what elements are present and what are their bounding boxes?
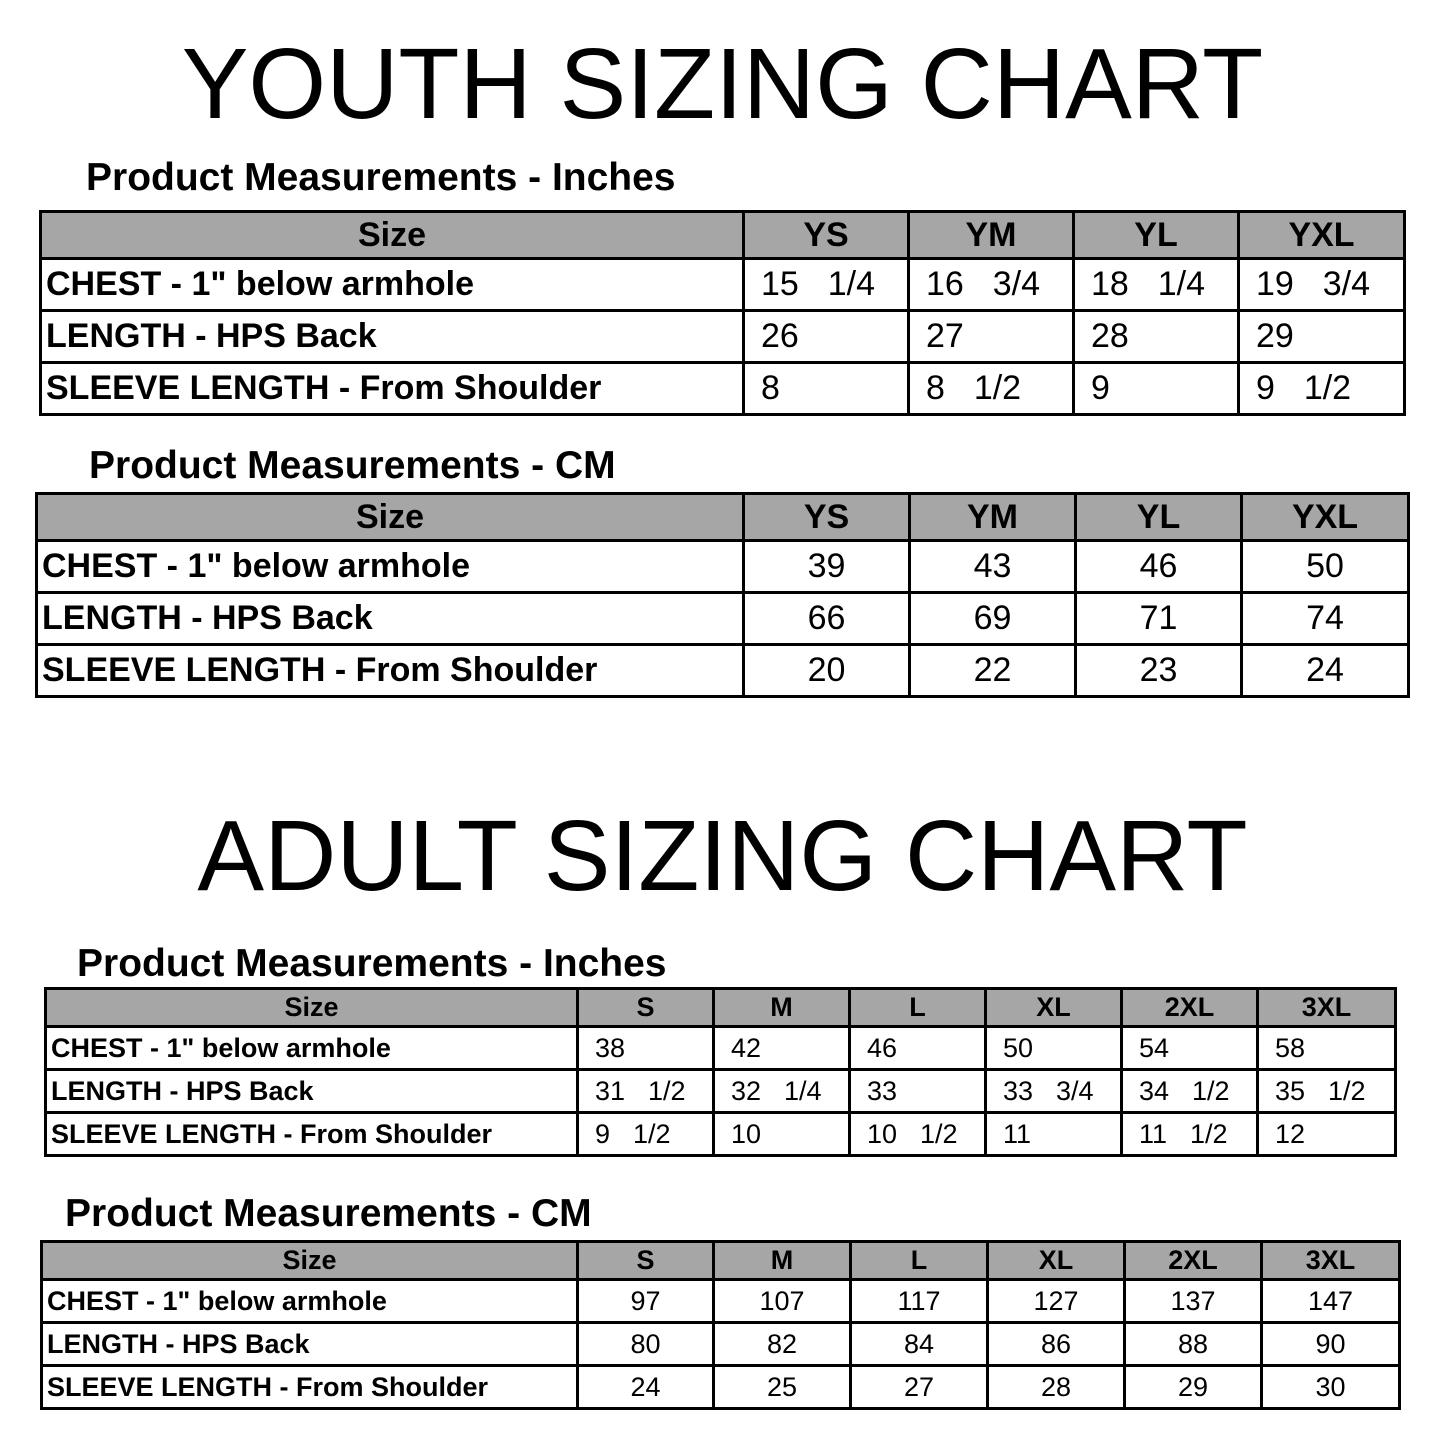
header-cell: YM: [910, 494, 1076, 541]
whole-value: 9: [595, 1118, 611, 1149]
value-cell: 80: [578, 1323, 714, 1366]
whole-value: 35: [1275, 1075, 1306, 1106]
table-row: [41, 311, 1405, 363]
fraction-value: 1/2: [919, 1118, 958, 1149]
fraction-value: 1/2: [1303, 369, 1352, 407]
table-row: [42, 1323, 1400, 1366]
value-cell: [1074, 311, 1239, 363]
value-cell: 23: [1076, 645, 1242, 697]
row-label: LENGTH - HPS Back: [37, 593, 744, 645]
value-cell: [1239, 259, 1405, 311]
row-label: SLEEVE LENGTH - From Shoulder: [37, 645, 744, 697]
value-cell: [714, 1027, 850, 1070]
whole-value: 31: [595, 1075, 626, 1106]
whole-value: 33: [867, 1075, 898, 1106]
whole-value: 9: [1256, 369, 1275, 407]
whole-value: 8: [926, 369, 945, 407]
table-row: [46, 1070, 1396, 1113]
value-cell: 27: [851, 1366, 988, 1409]
value-cell: [744, 363, 909, 415]
youth-cm-subtitle: Product Measurements - CM: [89, 444, 616, 487]
header-cell: Size: [46, 989, 578, 1027]
value-cell: 82: [714, 1323, 851, 1366]
value-cell: [986, 1070, 1122, 1113]
whole-value: 34: [1139, 1075, 1170, 1106]
fraction-value: 1/2: [973, 369, 1022, 407]
header-cell: S: [578, 1242, 714, 1280]
header-row: [42, 1242, 1400, 1280]
table-row: [46, 1113, 1396, 1156]
header-cell: 3XL: [1258, 989, 1396, 1027]
value-cell: [744, 259, 909, 311]
header-cell: 2XL: [1125, 1242, 1262, 1280]
table-row: [37, 645, 1409, 697]
value-cell: [909, 363, 1074, 415]
value-cell: 117: [851, 1280, 988, 1323]
row-label: SLEEVE LENGTH - From Shoulder: [41, 363, 744, 415]
value-cell: [1239, 363, 1405, 415]
value-cell: 50: [1242, 541, 1409, 593]
value-cell: 43: [910, 541, 1076, 593]
whole-value: 11: [1003, 1118, 1032, 1149]
row-label: CHEST - 1" below armhole: [41, 259, 744, 311]
value-cell: 25: [714, 1366, 851, 1409]
whole-value: 16: [926, 265, 964, 303]
value-cell: [909, 311, 1074, 363]
value-cell: [578, 1027, 714, 1070]
whole-value: 58: [1275, 1032, 1306, 1063]
whole-value: 19: [1256, 265, 1294, 303]
whole-value: 12: [1275, 1118, 1306, 1149]
table-row: [37, 593, 1409, 645]
row-label: CHEST - 1" below armhole: [37, 541, 744, 593]
value-cell: 84: [851, 1323, 988, 1366]
value-cell: [1074, 259, 1239, 311]
fraction-value: 3/4: [992, 265, 1040, 303]
whole-value: 38: [595, 1032, 626, 1063]
value-cell: 127: [988, 1280, 1125, 1323]
value-cell: [986, 1113, 1122, 1156]
youth-chart-title: YOUTH SIZING CHART: [181, 28, 1264, 140]
value-cell: 24: [578, 1366, 714, 1409]
value-cell: 74: [1242, 593, 1409, 645]
fraction-value: 1/4: [827, 265, 875, 303]
value-cell: [1122, 1027, 1258, 1070]
header-row: [41, 212, 1405, 259]
adult-cm-table: [40, 1240, 1401, 1410]
value-cell: [909, 259, 1074, 311]
fraction-value: 1/2: [1327, 1075, 1366, 1106]
header-cell: Size: [41, 212, 744, 259]
header-cell: YL: [1076, 494, 1242, 541]
row-label: SLEEVE LENGTH - From Shoulder: [42, 1366, 578, 1409]
table-row: [42, 1280, 1400, 1323]
value-cell: [850, 1113, 986, 1156]
youth-inches-table: [39, 210, 1406, 416]
value-cell: [578, 1070, 714, 1113]
youth-inches-subtitle: Product Measurements - Inches: [86, 156, 676, 199]
whole-value: 33: [1003, 1075, 1034, 1106]
header-cell: 2XL: [1122, 989, 1258, 1027]
whole-value: 11: [1139, 1118, 1168, 1149]
row-label: LENGTH - HPS Back: [41, 311, 744, 363]
table-row: [42, 1366, 1400, 1409]
row-label: CHEST - 1" below armhole: [46, 1027, 578, 1070]
value-cell: [578, 1113, 714, 1156]
header-cell: XL: [986, 989, 1122, 1027]
value-cell: [714, 1113, 850, 1156]
row-label: LENGTH - HPS Back: [46, 1070, 578, 1113]
value-cell: 20: [744, 645, 910, 697]
table-row: [37, 541, 1409, 593]
whole-value: 9: [1091, 369, 1110, 407]
header-row: [46, 989, 1396, 1027]
value-cell: 30: [1262, 1366, 1400, 1409]
whole-value: 26: [761, 317, 799, 355]
youth-cm-table: [35, 492, 1410, 698]
value-cell: 24: [1242, 645, 1409, 697]
whole-value: 32: [731, 1075, 762, 1106]
value-cell: 147: [1262, 1280, 1400, 1323]
value-cell: [1258, 1113, 1396, 1156]
header-cell: Size: [37, 494, 744, 541]
fraction-value: 1/2: [632, 1118, 671, 1149]
header-cell: M: [714, 1242, 851, 1280]
header-cell: YM: [909, 212, 1074, 259]
value-cell: 90: [1262, 1323, 1400, 1366]
adult-chart-title: ADULT SIZING CHART: [197, 800, 1248, 912]
value-cell: [850, 1070, 986, 1113]
value-cell: [1074, 363, 1239, 415]
fraction-value: 1/2: [1191, 1075, 1230, 1106]
header-cell: S: [578, 989, 714, 1027]
whole-value: 28: [1091, 317, 1129, 355]
value-cell: 88: [1125, 1323, 1262, 1366]
value-cell: 107: [714, 1280, 851, 1323]
header-cell: M: [714, 989, 850, 1027]
adult-cm-subtitle: Product Measurements - CM: [65, 1192, 592, 1235]
whole-value: 8: [761, 369, 780, 407]
value-cell: 69: [910, 593, 1076, 645]
fraction-value: 1/2: [647, 1075, 686, 1106]
value-cell: 66: [744, 593, 910, 645]
row-label: CHEST - 1" below armhole: [42, 1280, 578, 1323]
fraction-value: 1/4: [1157, 265, 1205, 303]
adult-inches-table: [44, 987, 1397, 1157]
value-cell: 71: [1076, 593, 1242, 645]
value-cell: [1122, 1113, 1258, 1156]
whole-value: 10: [867, 1118, 898, 1149]
value-cell: [986, 1027, 1122, 1070]
row-label: SLEEVE LENGTH - From Shoulder: [46, 1113, 578, 1156]
value-cell: [744, 311, 909, 363]
header-cell: YXL: [1239, 212, 1405, 259]
value-cell: [1258, 1070, 1396, 1113]
header-cell: L: [850, 989, 986, 1027]
value-cell: [1258, 1027, 1396, 1070]
value-cell: [850, 1027, 986, 1070]
table-row: [46, 1027, 1396, 1070]
value-cell: 97: [578, 1280, 714, 1323]
value-cell: 86: [988, 1323, 1125, 1366]
table-row: [41, 363, 1405, 415]
value-cell: 28: [988, 1366, 1125, 1409]
fraction-value: 1/4: [783, 1075, 822, 1106]
header-cell: 3XL: [1262, 1242, 1400, 1280]
whole-value: 15: [761, 265, 799, 303]
value-cell: 46: [1076, 541, 1242, 593]
whole-value: 42: [731, 1032, 762, 1063]
header-cell: XL: [988, 1242, 1125, 1280]
header-cell: L: [851, 1242, 988, 1280]
fraction-value: 3/4: [1322, 265, 1370, 303]
whole-value: 50: [1003, 1032, 1034, 1063]
table-row: [41, 259, 1405, 311]
header-cell: YL: [1074, 212, 1239, 259]
header-cell: YS: [744, 494, 910, 541]
whole-value: 54: [1139, 1032, 1170, 1063]
whole-value: 18: [1091, 265, 1129, 303]
fraction-value: 3/4: [1055, 1075, 1094, 1106]
whole-value: 46: [867, 1032, 898, 1063]
value-cell: 137: [1125, 1280, 1262, 1323]
value-cell: 39: [744, 541, 910, 593]
adult-inches-subtitle: Product Measurements - Inches: [77, 942, 667, 985]
row-label: LENGTH - HPS Back: [42, 1323, 578, 1366]
whole-value: 27: [926, 317, 964, 355]
value-cell: [714, 1070, 850, 1113]
value-cell: 29: [1125, 1366, 1262, 1409]
whole-value: 10: [731, 1118, 762, 1149]
value-cell: 22: [910, 645, 1076, 697]
whole-value: 29: [1256, 317, 1294, 355]
value-cell: [1122, 1070, 1258, 1113]
header-row: [37, 494, 1409, 541]
header-cell: YXL: [1242, 494, 1409, 541]
value-cell: [1239, 311, 1405, 363]
header-cell: YS: [744, 212, 909, 259]
fraction-value: 1/2: [1189, 1118, 1228, 1149]
header-cell: Size: [42, 1242, 578, 1280]
